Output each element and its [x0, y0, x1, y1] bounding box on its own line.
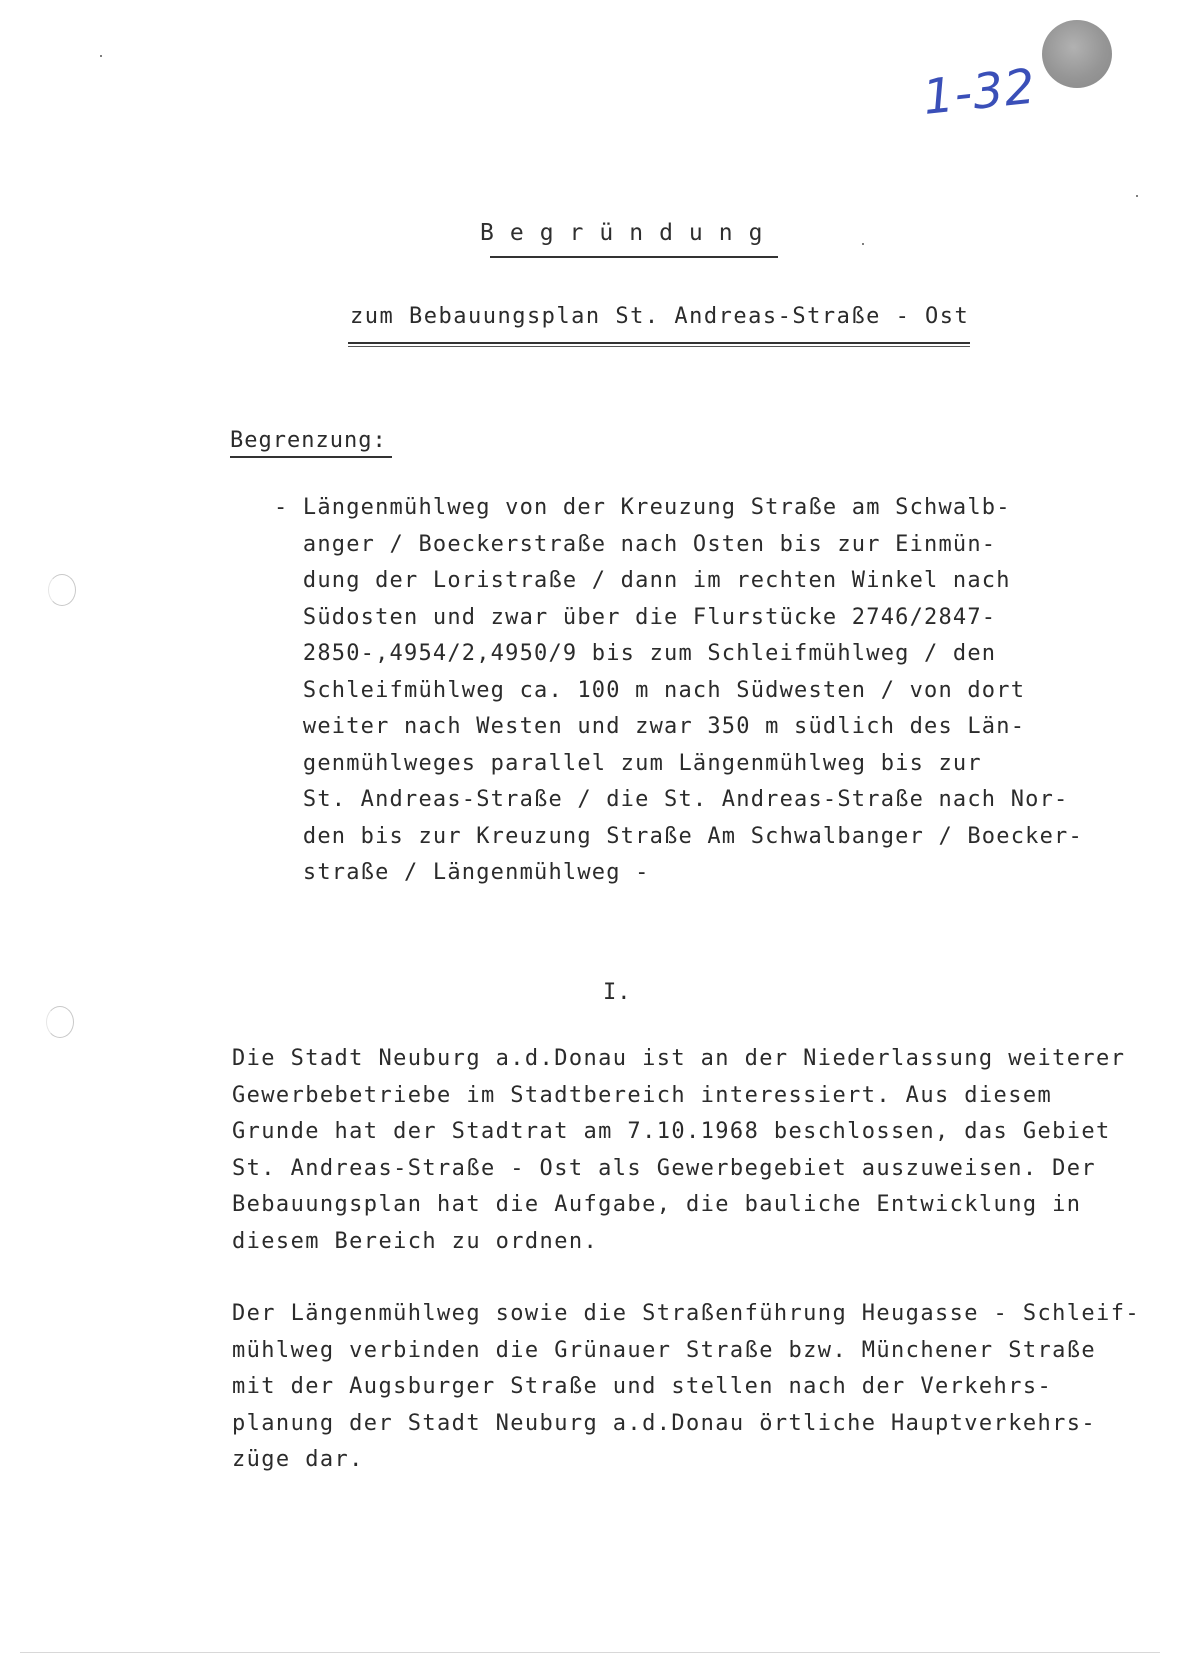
- paragraph-line: St. Andreas-Straße - Ost als Gewerbegebiet auszuweisen. Der: [232, 1155, 1097, 1181]
- boundary-line: dung der Loristraße / dann im rechten Winkel nach: [274, 568, 1011, 593]
- paragraph-line: Bebauungsplan hat die Aufgabe, die bauliche Entwicklung in: [232, 1192, 1082, 1217]
- paragraph-line: Der Längenmühlweg sowie die Straßenführung Heugasse - Schleif-: [232, 1301, 1140, 1326]
- scan-edge: [20, 1652, 1160, 1653]
- paragraph-traffic: [232, 1296, 1152, 1479]
- handwritten-reference: 1-32: [920, 58, 1039, 126]
- boundary-line: 2850-,4954/2,4950/9 bis zum Schleifmühlweg / den: [274, 641, 997, 666]
- boundary-line: anger / Boeckerstraße nach Osten bis zur Einmün-: [274, 531, 997, 557]
- speck: [1136, 195, 1138, 197]
- paragraph-line: diesem Bereich zu ordnen.: [232, 1228, 599, 1254]
- margin-hole-icon: [46, 1006, 74, 1038]
- paragraph-line: Die Stadt Neuburg a.d.Donau ist an der Niederlassung weiterer: [232, 1046, 1126, 1071]
- boundary-line: - Längenmühlweg von der Kreuzung Straße am Schwalb-: [274, 495, 1011, 520]
- margin-hole-icon: [48, 574, 76, 606]
- subtitle-underline: [348, 342, 970, 344]
- boundary-line: weiter nach Westen und zwar 350 m südlich des Län-: [274, 714, 1026, 739]
- boundary-heading-underline: [230, 456, 392, 458]
- paragraph-line: planung der Stadt Neuburg a.d.Donau örtliche Hauptverkehrs-: [232, 1410, 1097, 1436]
- boundary-heading: Begrenzung:: [230, 428, 387, 453]
- boundary-line: St. Andreas-Straße / die St. Andreas-Straße nach Nor-: [274, 787, 1069, 812]
- boundary-line: straße / Längenmühlweg -: [274, 860, 650, 885]
- document-title: Begründung: [480, 220, 779, 246]
- paragraph-line: Grunde hat der Stadtrat am 7.10.1968 beschlossen, das Gebiet: [232, 1119, 1111, 1144]
- paragraph-line: mühlweg verbinden die Grünauer Straße bzw. Münchener Straße: [232, 1337, 1097, 1363]
- boundary-description: [274, 490, 1114, 892]
- speck: [862, 243, 864, 245]
- title-underline: [490, 256, 778, 258]
- boundary-line: genmühlweges parallel zum Längenmühlweg bis zur: [274, 750, 982, 776]
- paragraph-purpose: [232, 1041, 1152, 1260]
- speck: [100, 55, 102, 57]
- boundary-line: Südosten und zwar über die Flurstücke 2746/2847-: [274, 604, 997, 630]
- boundary-line: den bis zur Kreuzung Straße Am Schwalbanger / Boecker-: [274, 823, 1083, 849]
- paragraph-line: züge dar.: [232, 1447, 364, 1472]
- section-number: I.: [603, 980, 632, 1005]
- subtitle-underline-second: [348, 346, 970, 347]
- paragraph-line: mit der Augsburger Straße und stellen nach der Verkehrs-: [232, 1374, 1053, 1399]
- boundary-line: Schleifmühlweg ca. 100 m nach Südwesten / von dort: [274, 677, 1026, 703]
- document-subtitle: zum Bebauungsplan St. Andreas-Straße - Ost: [350, 304, 970, 329]
- paragraph-line: Gewerbebetriebe im Stadtbereich interessiert. Aus diesem: [232, 1082, 1053, 1108]
